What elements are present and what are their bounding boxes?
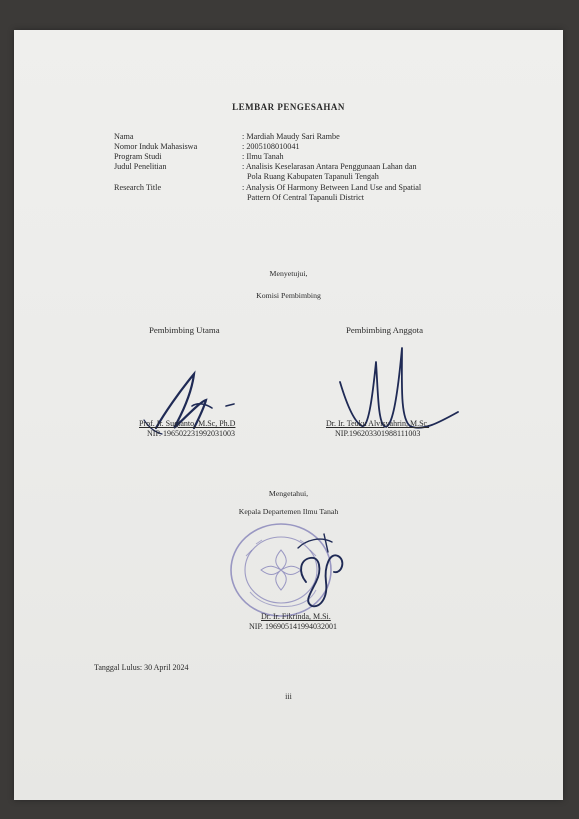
field-value-continued: Pattern Of Central Tapanuli District	[247, 193, 365, 202]
field-value: : Ilmu Tanah	[242, 152, 284, 161]
department-head-label: Kepala Departemen Ilmu Tanah	[238, 507, 339, 516]
supervisor-member-name: Dr. Ir. Teuku Alvisyahrin, M.Sc.	[326, 419, 430, 428]
field-label: Research Title	[114, 183, 162, 192]
supervisor-member-nip: NIP.196203301988111003	[335, 429, 421, 438]
committee-label: Komisi Pembimbing	[256, 291, 321, 300]
field-value-continued: Pola Ruang Kabupaten Tapanuli Tengah	[247, 172, 379, 181]
field-value: : Analysis Of Harmony Between Land Use and Spatial	[242, 183, 422, 192]
signature-department-head	[276, 522, 356, 617]
document-title: LEMBAR PENGESAHAN	[232, 102, 345, 112]
document-page	[14, 30, 563, 800]
field-label: Program Studi	[114, 152, 162, 161]
department-head-name: Dr. Ir. Fikrinda, M.Si.	[261, 612, 331, 621]
graduation-date: Tanggal Lulus: 30 April 2024	[94, 663, 189, 672]
supervisor-main-nip: NIP. 196502231992031003	[147, 429, 236, 438]
field-value: : Mardiah Maudy Sari Rambe	[242, 132, 340, 141]
approval-heading: Menyetujui,	[269, 269, 308, 278]
field-label: Nama	[114, 132, 134, 141]
field-value: : 2005108010041	[242, 142, 300, 151]
supervisor-member-role: Pembimbing Anggota	[346, 325, 423, 335]
field-label: Nomor Induk Mahasiswa	[114, 142, 198, 151]
field-label: Judul Penelitian	[114, 162, 167, 171]
acknowledge-heading: Mengetahui,	[268, 489, 309, 498]
page-number: iii	[285, 692, 292, 701]
supervisor-main-name: Prof. Ir. Sugianto, M.Sc, Ph.D	[139, 419, 236, 428]
supervisor-main-role: Pembimbing Utama	[149, 325, 220, 335]
field-value: : Analisis Keselarasan Antara Penggunaan Lahan dan	[242, 162, 417, 171]
department-head-nip: NIP. 196905141994032001	[249, 622, 338, 631]
